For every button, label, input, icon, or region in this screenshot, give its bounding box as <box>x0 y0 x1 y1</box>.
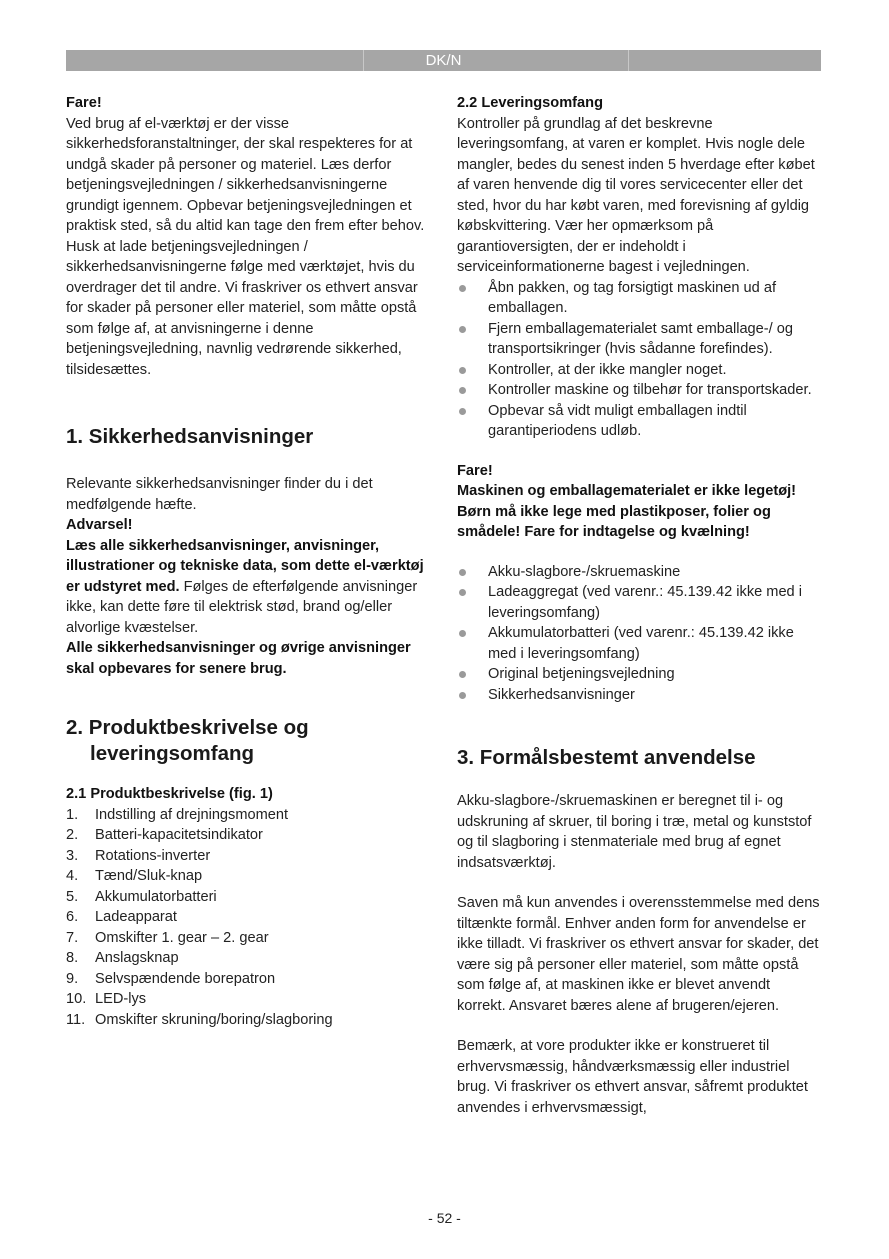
list-item: 6. Ladeapparat <box>66 909 177 925</box>
left-column <box>66 93 428 1030</box>
warning-title: Fare! <box>66 95 102 111</box>
list-item: Åbn pakken, og tag forsigtigt maskinen ud af emballagen. <box>457 278 821 319</box>
language-label: DK/N <box>425 52 462 69</box>
header-divider <box>363 50 364 71</box>
list-item: Fjern emballagematerialet samt emballage-/ og transportsikringer (hvis sådanne forefindes). <box>457 319 821 360</box>
list-item: Akku-slagbore-/skruemaskine <box>457 562 821 583</box>
list-item: 2. Batteri-kapacitetsindikator <box>66 827 263 843</box>
page-number: - 52 - <box>428 1210 461 1226</box>
section3-paragraph-1: Akku-slagbore-/skruemaskinen er beregnet til i- og udskruning af skruer, til boring i træ, metal og kunststof og til slagboring i stenmateriale med brug af egnet indsatsværktøj. <box>457 793 812 871</box>
list-item: Akkumulatorbatteri (ved varenr.: 45.139.42 ikke med i leveringsomfang) <box>457 623 821 664</box>
language-header-bar <box>66 50 821 71</box>
advarsel-paragraph <box>66 536 428 639</box>
list-item: Sikkerhedsanvisninger <box>457 685 821 706</box>
list-item: Opbevar så vidt muligt emballagen indtil garantiperiodens udløb. <box>457 401 821 442</box>
list-item: 9. Selvspændende borepatron <box>66 970 276 987</box>
list-item: 3. Rotations-inverter <box>66 847 211 864</box>
warning-text: Ved brug af el-værktøj er der visse sikkerhedsforanstaltninger, der skal respekteres for at undgå skader på personer og materiel. Læs derfor betjeningsvejledningen / sikkerhedsanvisningerne grundigt igennem. Opbevar betjeningsvejledningen et praktisk sted, så du altid kan tage den frem efter behov. Husk at lade betjeningsvejledningen / sikkerhedsanvisningerne følge med værktøjet, hvis du overdrager det til andre. Vi fraskriver os ethvert ansvar for skader på personer eller materiel, som måtte opstå som følge af, at anvisningerne i denne betjeningsvejledning, navnlig vedrørende sikkerhed, tilsidesættes. <box>66 115 425 378</box>
list-item: 5. Akkumulatorbatteri <box>66 888 217 905</box>
advarsel-title: Advarsel! <box>66 517 133 533</box>
fare-text: Maskinen og emballagematerialet er ikke legetøj! Børn må ikke lege med plastikposer, folier og smådele! Fare for indtagelse og kvælning! <box>457 483 797 540</box>
section22-text: Kontroller på grundlag af det beskrevne leveringsomfang, at varen er komplet. Hvis nogle dele mangler, bedes du senest inden 5 hverdage efter købet af varen henvende dig til vores servicecenter eller det sted, hvor du har købt varen, med forevisning af gyldig købskvittering. Vær her opmærksom på garantioversigten, der er indeholdt i serviceinformationerne bagest i vejledningen. <box>457 115 815 275</box>
advarsel-rest: Følges de efterfølgende anvisninger ikke, kan dette føre til elektrisk stød, brand og/eller alvorlige kvæstelser. <box>66 578 418 636</box>
section1-intro: Relevante sikkerhedsanvisninger finder du i det medfølgende hæfte. <box>66 476 373 513</box>
advarsel-bold: Læs alle sikkerhedsanvisninger, anvisninger, illustrationer og tekniske data, som dette el-værktøj er udstyret med. <box>66 537 424 595</box>
list-item: 10. LED-lys <box>66 991 147 1007</box>
section2-heading-cont: leveringsomfang <box>90 742 255 765</box>
list-item: 7. Omskifter 1. gear – 2. gear <box>66 929 269 946</box>
list-item: Ladeaggregat (ved varenr.: 45.139.42 ikke med i leveringsomfang) <box>457 582 821 623</box>
list-item: Kontroller, at der ikke mangler noget. <box>457 360 821 381</box>
fare-title: Fare! <box>457 462 493 479</box>
section2-heading: 2. Produktbeskrivelse og <box>66 716 309 739</box>
section3-paragraph-3: Bemærk, at vore produkter ikke er konstrueret til erhvervsmæssig, håndværksmæssig eller industriel brug. Vi fraskriver os ethvert ansvar, såfremt produktet anvendes i erhvervsmæssigt, <box>457 1038 808 1116</box>
list-item: 4. Tænd/Sluk-knap <box>66 868 203 884</box>
list-item: 11. Omskifter skruning/boring/slagboring <box>66 1011 333 1028</box>
section3-paragraph-2: Saven må kun anvendes i overensstemmelse med dens tiltænkte formål. Enhver anden form for anvendelse er ikke tilladt. Vi fraskriver os ethvert ansvar for skader, det være sig på personer eller materiel, som måtte opstå som følge af, at maskinen ikke er blevet anvendt korrekt. Ansvaret bæres alene af brugeren/ejeren. <box>457 895 820 1014</box>
header-divider <box>628 50 629 71</box>
advarsel-keep: Alle sikkerhedsanvisninger og øvrige anvisninger skal opbevares for senere brug. <box>66 640 411 677</box>
section22-heading: 2.2 Leveringsomfang <box>457 95 603 111</box>
contents-list <box>457 562 821 706</box>
list-item: 1. Indstilling af drejningsmoment <box>66 806 289 823</box>
parts-list <box>66 805 428 1031</box>
list-item: Kontroller maskine og tilbehør for transportskader. <box>457 380 821 401</box>
list-item: Original betjeningsvejledning <box>457 664 821 685</box>
section21-heading: 2.1 Produktbeskrivelse (fig. 1) <box>66 786 273 802</box>
unpack-steps-list <box>457 278 821 442</box>
right-column <box>457 93 821 1118</box>
list-item: 8. Anslagsknap <box>66 950 179 966</box>
section3-heading: 3. Formålsbestemt anvendelse <box>457 746 756 769</box>
section1-heading: 1. Sikkerhedsanvisninger <box>66 425 314 448</box>
